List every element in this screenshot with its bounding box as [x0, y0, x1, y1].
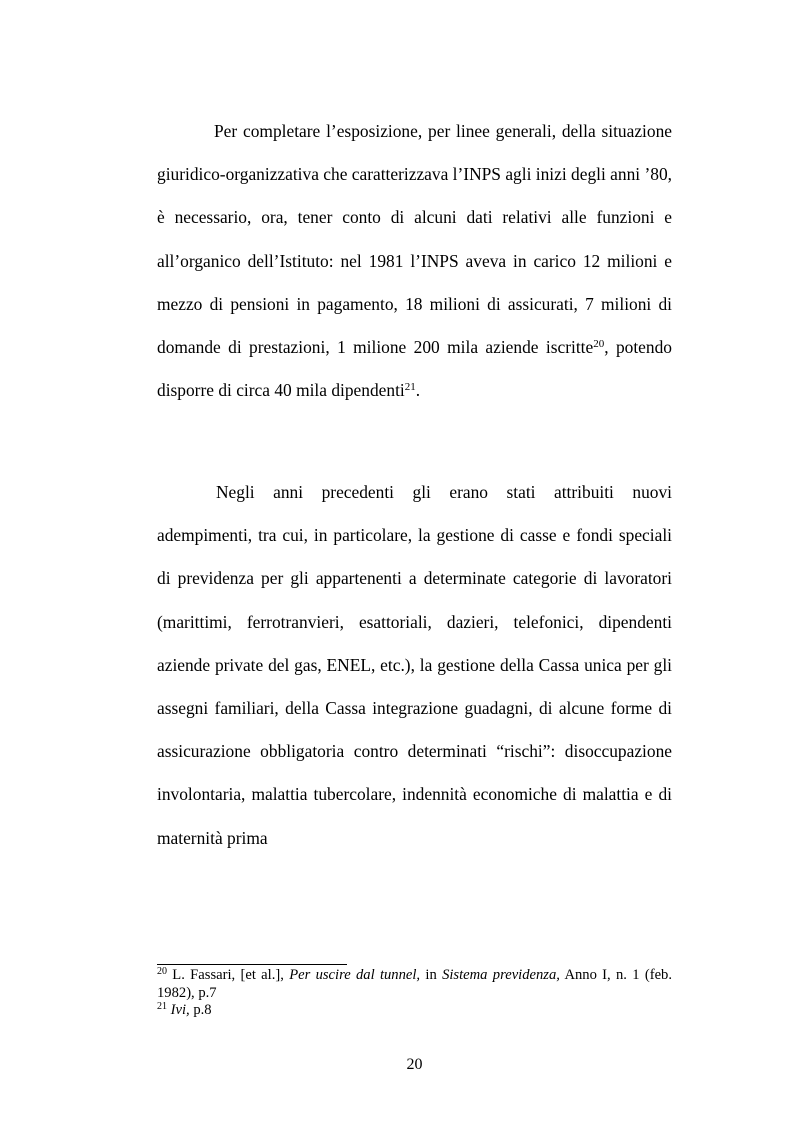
footnote-ref-21: 21: [404, 381, 416, 394]
footnote-20: [157, 967, 672, 1002]
paragraph-1-text-b: , potendo disporre di circa 40 mila dipendenti: [157, 337, 672, 401]
footnote-20-text-c: Anno I, n. 1 (feb. 1982), p.7: [157, 967, 673, 1001]
footnote-21-number: 21: [157, 1001, 167, 1012]
footnote-20-title: Per uscire dal tunnel,: [289, 967, 421, 983]
footnotes: [157, 967, 672, 1020]
footnote-20-journal: Sistema previdenza,: [442, 967, 560, 983]
footnote-ref-20: 20: [593, 338, 605, 351]
page-number: 20: [406, 1056, 423, 1073]
paragraph-1-text-a: Per completare l’esposizione, per linee generali, della situazione giuridico-organizzativa che caratterizzava l’INPS agli inizi degli anni ’80, è necessario, ora, tener conto di alcuni dati relativi alle funzioni e all’organico dell’Istituto: nel 1981 l’INPS aveva in carico 12 milioni e mezzo di pensioni in pagamento, 18 milioni di assicurati, 7 milioni di domande di prestazioni, 1 milione 200 mila aziende iscritte: [157, 121, 672, 358]
footnote-separator: [157, 964, 347, 965]
footnote-21-title: Ivi,: [170, 1002, 190, 1018]
footnote-20-number: 20: [157, 966, 167, 977]
paragraph-2: [157, 471, 672, 860]
paragraph-2-text: Negli anni precedenti gli erano stati attribuiti nuovi adempimenti, tra cui, in particolare, la gestione di casse e fondi speciali di previdenza per gli appartenenti a determinate categorie di lavoratori (marittimi, ferrotranvieri, esattoriali, dazieri, telefonici, dipendenti aziende private del gas, ENEL, etc.), la gestione della Cassa unica per gli assegni familiari, della Cassa integrazione guadagni, di alcune forme di assicurazione obbligatoria contro determinati “rischi”: disoccupazione involontaria, malattia tubercolare, indennità economiche di malattia e di maternità prima: [157, 482, 672, 848]
paragraph-1: [157, 110, 672, 412]
footnote-20-text-b: in: [420, 967, 443, 983]
footnote-21-text-b: p.8: [189, 1002, 212, 1018]
paragraph-1-text-c: .: [415, 380, 421, 401]
footnote-21: [157, 1002, 672, 1020]
footnote-20-text-a: L. Fassari, [et al.],: [167, 967, 290, 983]
